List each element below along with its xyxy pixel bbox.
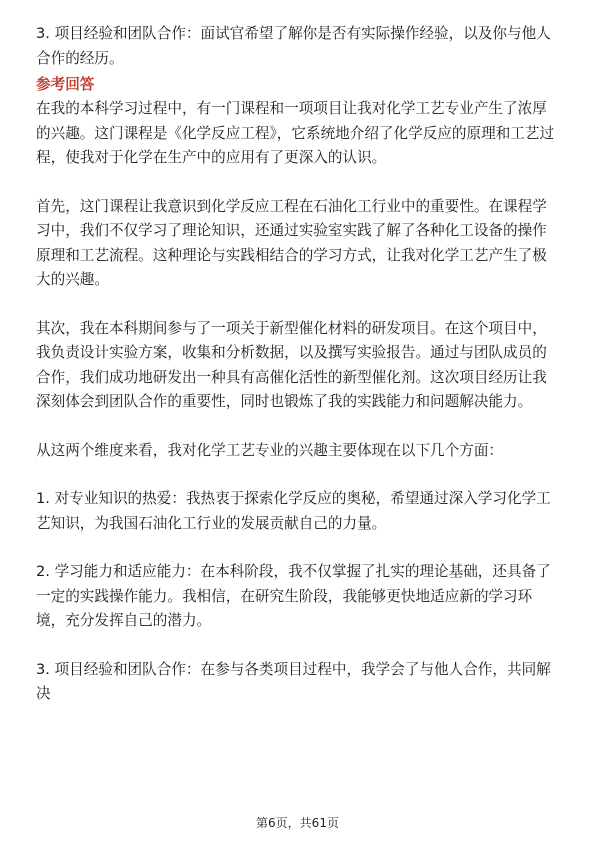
intro-question: 3. 项目经验和团队合作：面试官希望了解你是否有实际操作经验，以及你与他人合作的经历。: [36, 25, 551, 67]
paragraph-spacer: [36, 536, 561, 560]
list-item-1: 1. 对专业知识的热爱：我热衷于探索化学反应的奥秘，希望通过深入学习化学工艺知识，为我国石油化工行业的发展贡献自己的力量。: [36, 490, 551, 532]
answer-paragraph-3: 其次，我在本科期间参与了一项关于新型催化材料的研发项目。在这个项目中，我负责设计实验方案，收集和分析数据，以及撰写实验报告。通过与团队成员的合作，我们成功地研发出一种具有高催化活性的新型催化剂。这次项目经历让我深刻体会到团队合作的重要性，同时也锻炼了我的实践能力和问题解决能力。: [36, 319, 547, 410]
answer-heading: 参考回答: [36, 76, 95, 93]
paragraph-spacer: [36, 171, 561, 195]
list-item-3: 3. 项目经验和团队合作：在参与各类项目过程中，我学会了与他人合作，共同解决: [36, 660, 551, 702]
answer-paragraph-2: 首先，这门课程让我意识到化学反应工程在石油化工行业中的重要性。在课程学习中，我们不仅学习了理论知识，还通过实验室实践了解了各种化工设备的操作原理和工艺流程。这种理论与实践相结合的学习方式，让我对化学工艺产生了极大的兴趣。: [36, 197, 547, 288]
paragraph-spacer: [36, 463, 561, 487]
answer-paragraph-1: 在我的本科学习过程中，有一门课程和一项项目让我对化学工艺专业产生了浓厚的兴趣。这门课程是《化学反应工程》，它系统地介绍了化学反应的原理和工艺过程，使我对于化学在生产中的应用有了更深入的认识。: [36, 100, 555, 166]
answer-paragraph-4: 从这两个维度来看，我对化学工艺专业的兴趣主要体现在以下几个方面：: [36, 441, 504, 459]
document-body: [36, 22, 561, 707]
paragraph-spacer: [36, 415, 561, 439]
page-number: 第6页，共61页: [256, 816, 339, 830]
paragraph-spacer: [36, 634, 561, 658]
list-item-2: 2. 学习能力和适应能力：在本科阶段，我不仅掌握了扎实的理论基础，还具备了一定的实践操作能力。我相信，在研究生阶段，我能够更快地适应新的学习环境，充分发挥自己的潜力。: [36, 563, 551, 629]
paragraph-spacer: [36, 293, 561, 317]
